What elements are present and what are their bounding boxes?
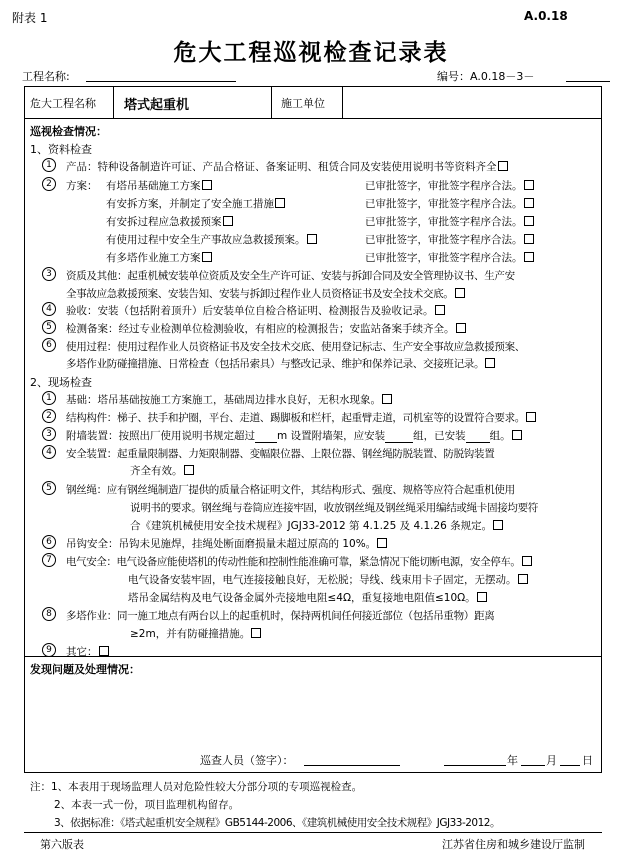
item-qualification-line2: 全事故应急救援预案、安装告知、安装与拆卸过程作业人员资格证书及安全技术交底。 xyxy=(66,286,465,301)
item-multi-tower-line2: ≥2m，并有防碰撞措施。 xyxy=(130,626,261,641)
month-label: 月 xyxy=(546,754,557,767)
plan-left: 有塔吊基础施工方案 xyxy=(106,178,212,193)
table-top-border xyxy=(24,86,602,87)
item-other: 其它： xyxy=(66,644,109,659)
checkbox[interactable] xyxy=(307,234,317,244)
plan-right: 已审批签字，审批签字程序合法。 xyxy=(365,178,534,193)
table-bottom-border xyxy=(24,772,602,773)
item-wire-rope-line1: 钢丝绳：应有钢丝绳制造厂提供的质量合格证明文件，其结构形式、强度、规格等应符合起重机使用 xyxy=(66,484,515,496)
footer-rule xyxy=(24,832,602,833)
authority-label: 江苏省住房和城乡建设厅监制 xyxy=(442,838,585,851)
item-usage-line1: 使用过程：使用过程作业人员资格证书及安全技术交底、使用登记标志、生产安全事故应急救援预案、 xyxy=(66,341,525,353)
item-product: 产品：特种设备制造许可证、产品合格证、备案证明、租赁合同及安装使用说明书等资料齐全 xyxy=(66,159,508,174)
checkbox[interactable] xyxy=(524,234,534,244)
checkbox[interactable] xyxy=(251,628,261,638)
item-wire-rope-line3: 合《建筑机械使用安全技术规程》JGJ33-2012 第 4.1.25 及 4.1.26 条规定。 xyxy=(130,518,503,533)
info-row-bottom xyxy=(24,118,602,119)
item-safety-device-line2: 齐全有效。 xyxy=(130,463,194,478)
item-qualification-line1: 资质及其他：起重机械安装单位资质及安全生产许可证、安装与拆卸合同及安全管理协议书、生产安 xyxy=(66,270,515,282)
item-number: 2 xyxy=(42,177,56,191)
item-number: 1 xyxy=(42,158,56,172)
item-testing: 检测备案：经过专业检测单位检测验收，有相应的检测报告；安监站备案手续齐全。 xyxy=(66,321,466,336)
year-blank[interactable] xyxy=(444,765,506,766)
item-number: 7 xyxy=(42,553,56,567)
checkbox[interactable] xyxy=(493,520,503,530)
issues-heading: 发现问题及处理情况： xyxy=(30,663,140,676)
item-hook: 吊钩安全：吊钩未见施焊，挂绳处断面磨损量未超过原高的 10%。 xyxy=(66,536,387,551)
item-number: 4 xyxy=(42,445,56,459)
number-label: 编号：A.0.18－3－ xyxy=(437,70,535,83)
item-number: 5 xyxy=(42,481,56,495)
plan-right: 已审批签字，审批签字程序合法。 xyxy=(365,196,534,211)
checkbox[interactable] xyxy=(485,358,495,368)
checkbox[interactable] xyxy=(477,592,487,602)
checkbox[interactable] xyxy=(382,394,392,404)
checkbox[interactable] xyxy=(99,646,109,656)
checkbox[interactable] xyxy=(455,288,465,298)
checkbox[interactable] xyxy=(498,161,508,171)
item-electrical-line3: 塔吊金属结构及电气设备金属外壳接地电阻≤4Ω，重复接地电阻值≤10Ω。 xyxy=(128,590,487,605)
month-blank[interactable] xyxy=(521,765,545,766)
checkbox[interactable] xyxy=(512,430,522,440)
project-label-cell: 危大工程名称 xyxy=(30,97,96,110)
item-wall-attachment: 附墙装置：按照出厂使用说明书规定超过 m 设置附墙架，应安装 组，已安装 组。 xyxy=(66,428,522,443)
plan-right: 已审批签字，审批签字程序合法。 xyxy=(365,250,534,265)
inspection-bottom xyxy=(24,656,602,657)
height-blank[interactable] xyxy=(255,431,277,443)
item-number: 1 xyxy=(42,391,56,405)
checkbox[interactable] xyxy=(524,252,534,262)
inspector-signature-line[interactable] xyxy=(304,765,400,766)
checkbox[interactable] xyxy=(435,305,445,315)
day-label: 日 xyxy=(582,754,593,767)
edition-label: 第六版表 xyxy=(40,838,84,851)
item-structure: 结构构件：梯子、扶手和护圈，平台、走道、踢脚板和栏杆，起重臂走道，司机室等的设置符合要求。 xyxy=(66,410,536,425)
project-name-line xyxy=(86,81,236,82)
section-2-heading: 2、现场检查 xyxy=(30,376,92,389)
plan-left: 有安拆过程应急救援预案 xyxy=(106,214,233,229)
info-divider-3 xyxy=(342,86,343,118)
item-acceptance: 验收：安装（包括附着顶升）后安装单位自检合格证明、检测报告及验收记录。 xyxy=(66,303,445,318)
page-title: 危大工程巡视检查记录表 xyxy=(173,40,449,66)
plan-left: 有安拆方案，并制定了安全施工措施 xyxy=(106,196,285,211)
item-number: 6 xyxy=(42,535,56,549)
plan-right: 已审批签字，审批签字程序合法。 xyxy=(365,214,534,229)
number-line xyxy=(566,81,610,82)
day-blank[interactable] xyxy=(560,765,580,766)
unit-label-cell: 施工单位 xyxy=(281,97,325,110)
info-divider-1 xyxy=(113,86,114,118)
inspector-signature-label: 巡查人员（签字）： xyxy=(200,754,294,767)
required-count-blank[interactable] xyxy=(385,431,413,443)
item-number: 3 xyxy=(42,267,56,281)
item-electrical-line2: 电气设备安装牢固，电气连接接触良好，无松脱；导线、线束用卡子固定，无摆动。 xyxy=(128,572,528,587)
item-number: 9 xyxy=(42,643,56,657)
project-value-cell: 塔式起重机 xyxy=(124,98,190,113)
item-electrical-line1: 电气安全：电气设备应能使塔机的传动性能和控制性能准确可靠，紧急情况下能切断电源，安全停车。 xyxy=(66,554,532,569)
item-number: 5 xyxy=(42,320,56,334)
plan-right: 已审批签字，审批签字程序合法。 xyxy=(365,232,534,247)
checkbox[interactable] xyxy=(518,574,528,584)
item-number: 4 xyxy=(42,302,56,316)
checkbox[interactable] xyxy=(377,538,387,548)
item-multi-tower-line1: 多塔作业：同一施工地点有两台以上的起重机时，保持两机间任何接近部位（包括吊重物）距离 xyxy=(66,610,495,622)
checkbox[interactable] xyxy=(524,180,534,190)
item-number: 2 xyxy=(42,409,56,423)
item-wire-rope-line2: 说明书的要求。钢丝绳与卷筒应连接牢固，收放钢丝绳及钢丝绳采用编结或绳卡固接均要符 xyxy=(130,502,538,514)
item-number: 6 xyxy=(42,338,56,352)
checkbox[interactable] xyxy=(184,465,194,475)
plan-left: 有使用过程中安全生产事故应急救援预案。 xyxy=(106,232,317,247)
note-3: 3、依据标准：《塔式起重机安全规程》GB5144-2006、《建筑机械使用安全技术规程》JGJ33-2012。 xyxy=(54,817,500,829)
form-code: A.0.18 xyxy=(524,9,568,23)
checkbox[interactable] xyxy=(223,216,233,226)
checkbox[interactable] xyxy=(524,216,534,226)
note-1: 注：1、本表用于现场监理人员对危险性较大分部分项的专项巡视检查。 xyxy=(30,781,363,793)
project-name-label: 工程名称: xyxy=(22,70,70,83)
table-left-border xyxy=(24,86,25,773)
checkbox[interactable] xyxy=(202,252,212,262)
attachment-label: 附表 1 xyxy=(12,11,48,25)
checkbox[interactable] xyxy=(524,198,534,208)
item-usage-line2: 多塔作业防碰撞措施、日常检查（包括吊索具）与整改记录、维护和保养记录、交接班记录。 xyxy=(66,356,495,371)
plan-left: 有多塔作业施工方案 xyxy=(106,250,212,265)
checkbox[interactable] xyxy=(456,323,466,333)
inspection-heading: 巡视检查情况： xyxy=(30,125,107,138)
info-divider-2 xyxy=(271,86,272,118)
table-right-border xyxy=(601,86,602,773)
item-safety-device-line1: 安全装置：起重量限制器、力矩限制器、变幅限位器、上限位器、钢丝绳防脱装置、防脱钩装置 xyxy=(66,448,495,460)
installed-count-blank[interactable] xyxy=(466,431,490,443)
checkbox[interactable] xyxy=(522,556,532,566)
checkbox[interactable] xyxy=(202,180,212,190)
item-number: 3 xyxy=(42,427,56,441)
checkbox[interactable] xyxy=(275,198,285,208)
year-label: 年 xyxy=(507,754,518,767)
checkbox[interactable] xyxy=(526,412,536,422)
section-1-heading: 1、资料检查 xyxy=(30,143,92,156)
note-2: 2、本表一式一份，项目监理机构留存。 xyxy=(54,799,240,811)
item-foundation: 基础：塔吊基础按施工方案施工，基础周边排水良好，无积水现象。 xyxy=(66,392,392,407)
plan-label: 方案： xyxy=(66,180,98,192)
item-number: 8 xyxy=(42,607,56,621)
